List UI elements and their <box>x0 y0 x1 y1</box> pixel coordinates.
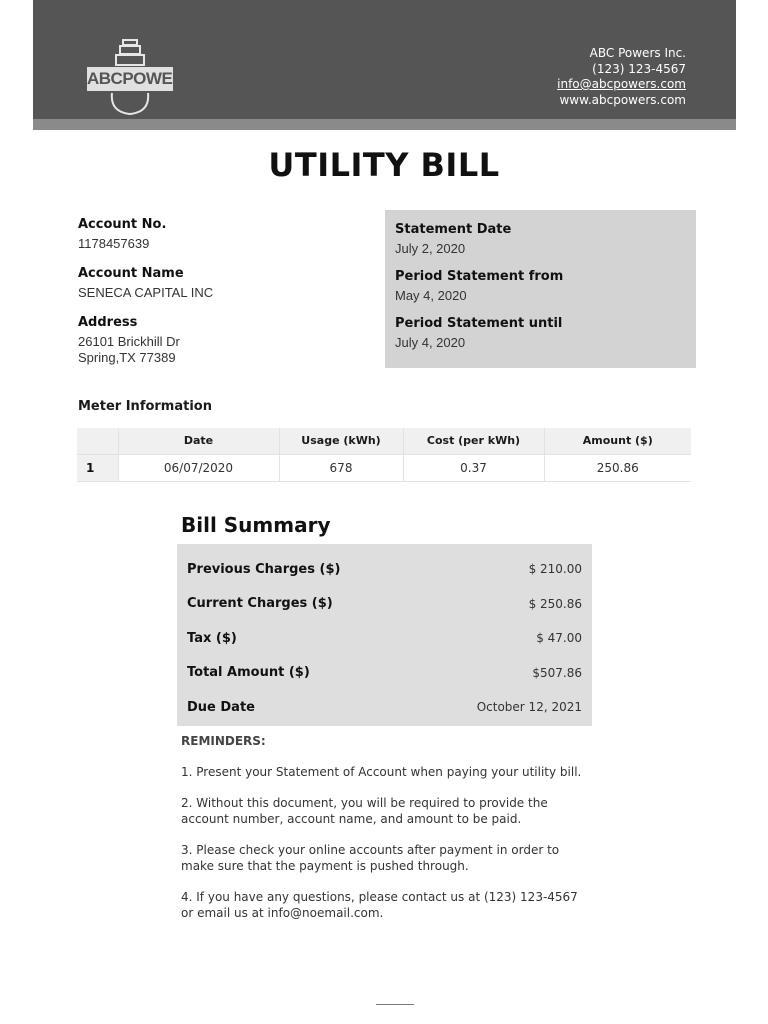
period-from-label: Period Statement from <box>395 269 564 284</box>
company-info <box>557 46 686 108</box>
company-email-link[interactable]: info@abcpowers.com <box>557 77 686 91</box>
meter-table <box>77 428 691 482</box>
summary-label: Tax ($) <box>187 630 237 646</box>
account-number-label: Account No. <box>78 217 167 232</box>
column-header: Amount ($) <box>544 428 691 454</box>
summary-value: $507.86 <box>532 665 582 680</box>
table-cell: 06/07/2020 <box>118 454 279 481</box>
table-cell: 250.86 <box>544 454 691 481</box>
company-phone: (123) 123-4567 <box>592 61 686 76</box>
column-header <box>77 428 118 454</box>
summary-value: $ 250.86 <box>528 596 582 611</box>
summary-row <box>187 621 582 656</box>
period-from: May 4, 2020 <box>395 288 467 303</box>
summary-label: Current Charges ($) <box>187 596 333 612</box>
company-logo <box>87 38 195 116</box>
footer-divider <box>376 1004 414 1005</box>
summary-box <box>177 544 592 726</box>
meter-header-row <box>77 428 691 454</box>
address-line-2: Spring,TX 77389 <box>78 350 176 365</box>
summary-value: October 12, 2021 <box>476 700 582 715</box>
column-header: Date <box>118 428 279 454</box>
summary-value: $ 47.00 <box>536 631 582 646</box>
reminders <box>181 733 591 936</box>
reminders-heading: REMINDERS: <box>181 734 266 748</box>
summary-value: $ 210.00 <box>528 562 582 577</box>
column-header: Cost (per kWh) <box>403 428 544 454</box>
header-strip <box>33 119 736 130</box>
summary-row <box>187 656 582 691</box>
address-line-1: 26101 Brickhill Dr <box>78 334 180 349</box>
table-cell: 1 <box>77 454 118 481</box>
company-name: ABC Powers Inc. <box>589 46 686 60</box>
logo-text: ABCPOWERS <box>87 67 173 91</box>
statement-box <box>385 210 696 368</box>
meter-title: Meter Information <box>78 399 212 414</box>
table-row <box>77 454 691 481</box>
reminder-item: 1. Present your Statement of Account when paying your utility bill. <box>181 765 582 779</box>
address-label: Address <box>78 315 138 330</box>
account-details <box>78 217 368 380</box>
table-cell: 678 <box>279 454 403 481</box>
table-cell: 0.37 <box>403 454 544 481</box>
reminder-item: 4. If you have any questions, please contact us at (123) 123-4567 or email us at info@noemail.com. <box>181 890 578 920</box>
period-until-label: Period Statement until <box>395 316 563 331</box>
statement-date: July 2, 2020 <box>395 241 466 256</box>
account-number: 1178457639 <box>78 236 150 251</box>
summary-row <box>187 587 582 622</box>
company-website: www.abcpowers.com <box>559 92 686 107</box>
summary-title: Bill Summary <box>181 513 331 537</box>
column-header: Usage (kWh) <box>279 428 403 454</box>
statement-date-label: Statement Date <box>395 222 512 237</box>
page-title: UTILITY BILL <box>268 146 500 184</box>
summary-row <box>187 690 582 725</box>
summary-label: Previous Charges ($) <box>187 561 341 577</box>
reminder-item: 3. Please check your online accounts after payment in order to make sure that the payment is pushed through. <box>181 843 560 873</box>
account-name-label: Account Name <box>78 266 184 281</box>
summary-row <box>187 552 582 587</box>
account-name: SENECA CAPITAL INC <box>78 285 214 300</box>
summary-label: Due Date <box>187 699 255 715</box>
summary-label: Total Amount ($) <box>187 665 310 681</box>
reminder-item: 2. Without this document, you will be required to provide the account number, account name, and amount to be paid. <box>181 796 548 826</box>
period-until: July 4, 2020 <box>395 335 466 350</box>
